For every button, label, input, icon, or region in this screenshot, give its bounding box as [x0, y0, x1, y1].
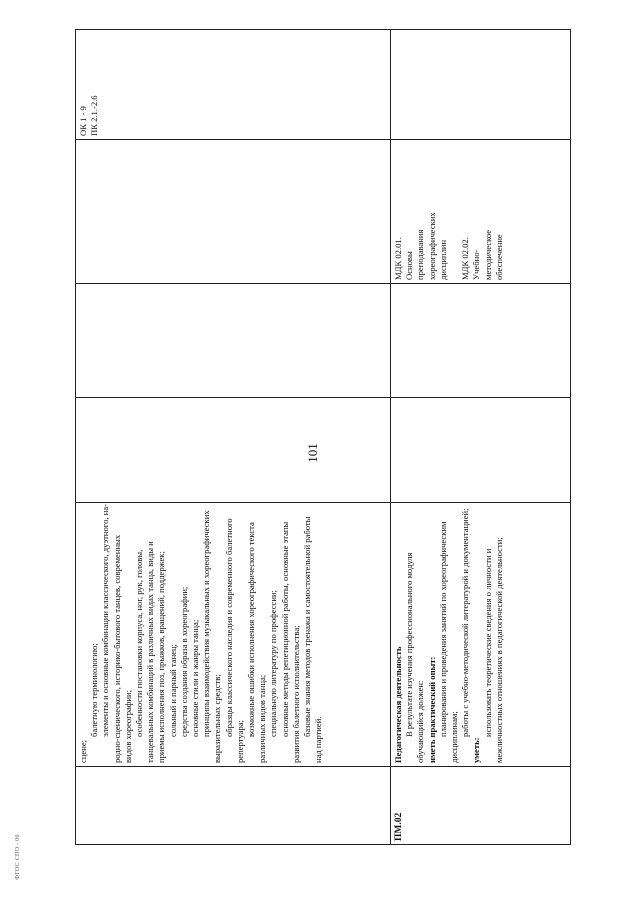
cell-content: [391, 503, 571, 767]
cell-mdk: [391, 140, 571, 284]
text-line: элементы и основные комбинации классического, дуэтного, на-: [100, 504, 111, 737]
cell-empty: [391, 398, 571, 503]
cell-empty: [76, 398, 391, 503]
table-row: [391, 30, 571, 845]
text-line: репертуара;: [234, 720, 245, 763]
cell-code: [391, 767, 571, 845]
mdk-lines: [393, 143, 505, 280]
mdk-line: [449, 143, 460, 280]
text-line: основные стили и жанры танца;: [190, 619, 201, 737]
competency-code: ПК 2.1.-2.6: [89, 95, 100, 136]
page-number: 101: [305, 443, 320, 463]
text-line: специальную литературу по профессии;: [268, 590, 279, 737]
cell-mdk: [76, 140, 391, 284]
cell-competencies: [76, 30, 391, 140]
cell-empty: [391, 284, 571, 398]
mdk-line: дисциплин: [437, 239, 448, 280]
competency-code: ОК 1 - 9: [78, 106, 88, 136]
mdk-line: МДК 02.02.: [460, 237, 471, 280]
mdk-line: Учебно-: [471, 249, 482, 280]
text-line: особенности постановки корпуса, ног, рук, головы,: [134, 549, 145, 737]
mdk-line: обеспечение: [493, 234, 504, 280]
text-line: планирования и проведения занятий по хореографическим: [437, 521, 448, 737]
mdk-line: МДК 02.01.: [393, 237, 403, 280]
text-line: средства создания образа в хореографии;: [178, 586, 189, 737]
text-line: над партией.: [313, 716, 324, 763]
content-lines: [393, 506, 505, 763]
cell-empty: [76, 284, 391, 398]
text-line: работы с учебно-методической литературой и документацией;: [460, 508, 471, 737]
mdk-line: хореографических: [426, 212, 437, 280]
text-line: родно-сценического, историко-бытового танцев, современных: [111, 534, 122, 763]
text-line: возможные ошибки исполнения хореографического текста: [246, 522, 257, 737]
text-line: использовать теоретические сведения о личности и: [482, 548, 493, 737]
table-row: [76, 30, 391, 845]
footer-mark: ФГОС СПО - 06: [15, 834, 21, 880]
text-line: образцы классического наследия и современного балетного: [223, 518, 234, 737]
text-line: уметь:: [471, 737, 482, 763]
rotated-table-page: [75, 30, 570, 845]
text-line: сольный и парный танец;: [167, 644, 178, 737]
mdk-line: Основы: [404, 251, 415, 280]
text-line: танцевальных комбинаций в различных видах танца, виды и: [145, 541, 156, 763]
text-line: балетную терминологию;: [89, 643, 100, 737]
text-line: выразительных средств;: [212, 674, 223, 763]
cell-code: [76, 767, 391, 845]
text-line: иметь практический опыт:: [426, 656, 437, 763]
text-line: принципы взаимодействия музыкальных и хореографических: [201, 510, 212, 737]
text-line: обучающийся должен:: [415, 680, 426, 763]
cell-content: [76, 503, 391, 767]
curriculum-table: [75, 29, 571, 845]
text-line: В результате изучения профессионального модуля: [404, 552, 415, 737]
text-line: межличностных отношениях в педагогической деятельности;: [493, 537, 504, 763]
text-line: дисциплинам;: [449, 711, 460, 763]
text-line: Педагогическая деятельность: [393, 646, 403, 763]
text-line: приемы исполнения поз, прыжков, вращений, поддержек;: [156, 551, 167, 763]
module-code: ПМ.02: [394, 812, 404, 841]
mdk-line: преподавания: [415, 229, 426, 280]
cell-competencies: [391, 30, 571, 140]
text-line: развития балетного исполнительства;: [290, 625, 301, 763]
text-line: сцене;: [78, 739, 88, 763]
text-line: видов хореографии;: [122, 690, 133, 763]
content-lines: [78, 506, 324, 763]
mdk-line: методическое: [482, 229, 493, 280]
text-line: базовые знания методов тренажа и самостоятельной работы: [302, 516, 313, 737]
text-line: различных видов танца;: [257, 674, 268, 763]
text-line: основные методы репетиционной работы, основные этапы: [279, 521, 290, 737]
competency-lines: [78, 33, 100, 136]
